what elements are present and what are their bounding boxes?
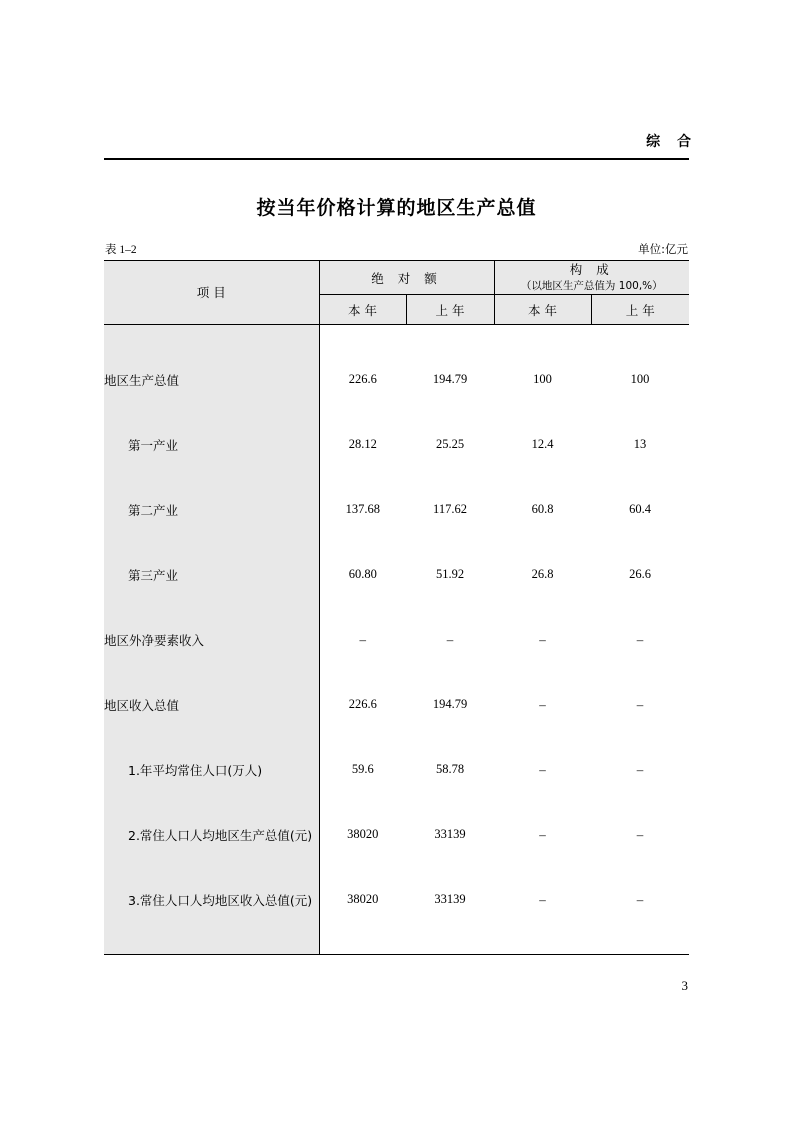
spacer-cell-4-bottom	[591, 932, 689, 955]
row-value-abs-last: 33139	[434, 892, 466, 906]
running-head: 综 合	[646, 134, 697, 150]
table-spacer-row-top	[104, 325, 689, 348]
col-header-cmp-last-year: 上 年	[591, 295, 689, 325]
row-value-cmp-this: –	[539, 631, 546, 647]
table-number: 表 1–2	[105, 244, 137, 256]
row-label: 第三产业	[104, 542, 319, 607]
row-value-abs-last: 33139	[434, 827, 466, 841]
spacer-cell-item	[104, 325, 319, 348]
table-row	[104, 347, 689, 412]
row-value-cmp-last: 13	[633, 437, 647, 451]
row-label: 第一产业	[104, 412, 319, 477]
row-value-cmp-last: –	[636, 826, 644, 842]
table-head-row-1	[104, 261, 689, 295]
table-container	[104, 260, 689, 955]
row-value-abs-this: –	[319, 607, 406, 672]
table-head	[104, 261, 689, 325]
col-header-composition-sub: （以地区生产总值为 100‚%）	[520, 279, 663, 292]
row-value-cmp-this: 12.4	[531, 437, 554, 451]
row-value-cmp-last: –	[636, 891, 644, 907]
row-value-cmp-last: –	[636, 696, 644, 712]
col-header-cmp-this-year: 本 年	[494, 295, 591, 325]
row-value-cmp-this: –	[539, 696, 546, 712]
gdp-table	[104, 260, 689, 955]
row-value-cmp-last: 26.6	[629, 567, 651, 581]
row-label: 地区生产总值	[104, 347, 319, 412]
table-row	[104, 672, 689, 737]
spacer-cell-2	[406, 325, 494, 348]
row-value-abs-this: 60.80	[319, 542, 406, 607]
row-label: 第二产业	[104, 477, 319, 542]
page-title: 按当年价格计算的地区生产总值	[256, 197, 537, 219]
row-value-abs-last: 25.25	[435, 437, 465, 451]
row-value-cmp-last: –	[636, 631, 644, 647]
row-value-cmp-last: 60.4	[629, 502, 651, 516]
spacer-cell-4	[591, 325, 689, 348]
row-value-abs-last: 194.79	[432, 697, 468, 711]
col-header-abs-this-year: 本 年	[319, 295, 406, 325]
row-label: 地区收入总值	[104, 672, 319, 737]
table-row	[104, 412, 689, 477]
row-value-abs-last: 117.62	[433, 502, 467, 516]
row-value-cmp-this: –	[539, 761, 546, 777]
row-label: 1.年平均常住人口(万人)	[104, 737, 319, 802]
row-value-abs-this: 226.6	[319, 672, 406, 737]
row-value-abs-last: –	[446, 631, 454, 647]
row-value-abs-this: 137.68	[319, 477, 406, 542]
col-header-abs-last-year: 上 年	[406, 295, 494, 325]
col-header-item-label: 项 目	[196, 285, 226, 300]
row-value-abs-last: 58.78	[435, 762, 465, 776]
table-row	[104, 477, 689, 542]
row-value-cmp-last: –	[636, 761, 644, 777]
spacer-cell-item-bottom	[104, 932, 319, 955]
row-value-cmp-this: 60.8	[531, 502, 554, 516]
col-header-item	[104, 261, 319, 325]
spacer-cell-3-bottom	[494, 932, 591, 955]
row-value-abs-last: 51.92	[435, 567, 465, 581]
row-value-abs-this: 28.12	[319, 412, 406, 477]
table-row	[104, 737, 689, 802]
header-rule	[104, 158, 689, 160]
row-value-cmp-last: 100	[630, 372, 650, 386]
row-value-abs-this: 226.6	[319, 347, 406, 412]
col-header-composition-label: 构 成	[569, 261, 614, 277]
row-value-cmp-this: 100	[533, 372, 552, 386]
col-header-absolute	[319, 261, 494, 295]
table-spacer-row-bottom	[104, 932, 689, 955]
page-number: 3	[681, 978, 688, 993]
row-value-cmp-this: 26.8	[531, 567, 554, 581]
row-value-abs-this: 38020	[319, 867, 406, 932]
row-value-abs-this: 59.6	[319, 737, 406, 802]
spacer-cell-2-bottom	[406, 932, 494, 955]
col-header-absolute-label: 绝 对 额	[371, 270, 442, 286]
spacer-cell-3	[494, 325, 591, 348]
row-value-abs-this: 38020	[319, 802, 406, 867]
col-header-composition	[494, 261, 689, 295]
spacer-cell-1-bottom	[319, 932, 406, 955]
row-label: 3.常住人口人均地区收入总值(元)	[104, 867, 319, 932]
table-row	[104, 802, 689, 867]
table-row	[104, 542, 689, 607]
row-value-cmp-this: –	[539, 826, 546, 842]
row-value-abs-last: 194.79	[432, 372, 468, 386]
row-label: 2.常住人口人均地区生产总值(元)	[104, 802, 319, 867]
unit-note: 单位:亿元	[638, 242, 688, 256]
table-body	[104, 325, 689, 955]
row-value-cmp-this: –	[539, 891, 546, 907]
spacer-cell-1	[319, 325, 406, 348]
row-label: 地区外净要素收入	[104, 607, 319, 672]
table-row	[104, 867, 689, 932]
table-row	[104, 607, 689, 672]
